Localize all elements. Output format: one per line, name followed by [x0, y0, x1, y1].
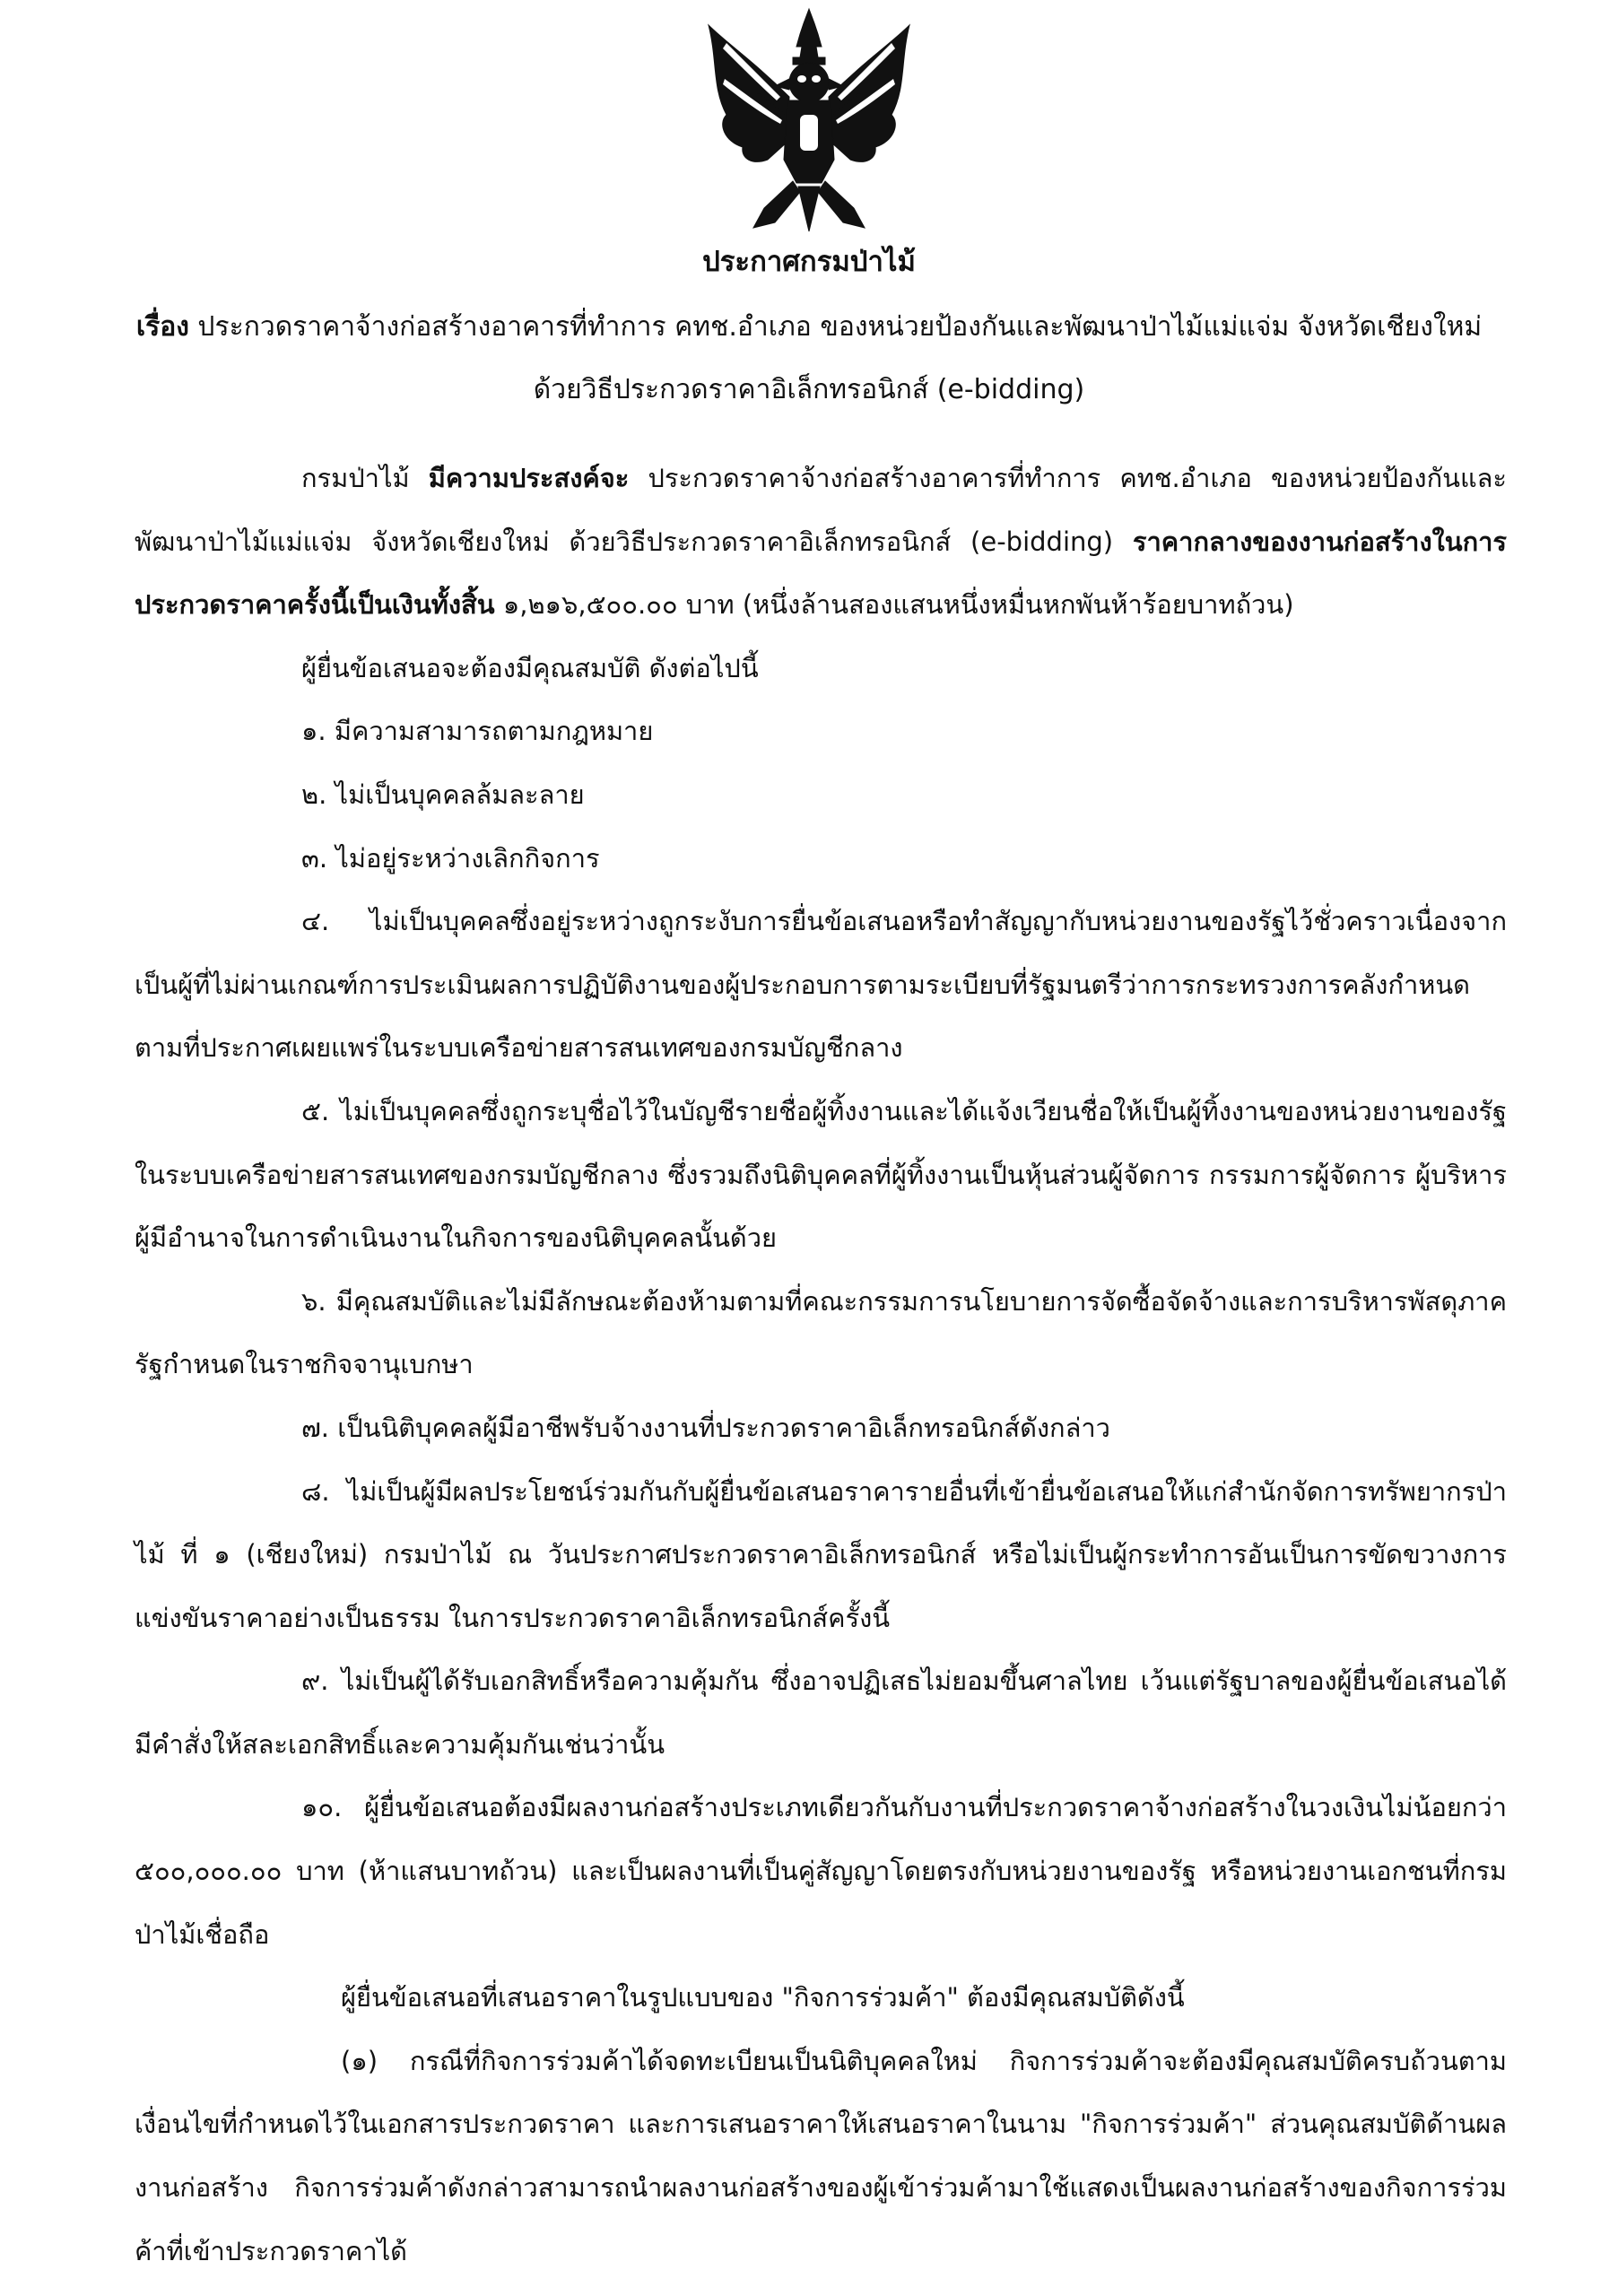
qualification-item: ๗. เป็นนิติบุคคลผู้มีอาชีพรับจ้างงานที่ประกวดราคาอิเล็กทรอนิกส์ดังกล่าว — [301, 1412, 1110, 1443]
announcement-title: ประกาศกรมป่าไม้ — [702, 246, 916, 278]
intro-agency: กรมป่าไม้ — [301, 463, 410, 493]
qualification-item: ๓. ไม่อยู่ระหว่างเลิกกิจการ — [301, 842, 600, 874]
document-body — [135, 447, 1507, 2283]
qualification-item: ๒. ไม่เป็นบุคคลล้มละลาย — [301, 778, 585, 810]
qualification-item: ๔. ไม่เป็นบุคคลซึ่งอยู่ระหว่างถูกระงับการยื่นข้อเสนอหรือทำสัญญากับหน่วยงานของรัฐไว้ชั่วคราวเนื่องจากเป็นผู้ที่ไม่ผ่านเกณฑ์การประเมินผลการปฏิบัติงานของผู้ประกอบการตามระเบียบที่รัฐมนตรีว่าการกระทรวงการคลังกำหนดตามที่ประกาศเผยแพร่ในระบบเครือข่ายสารสนเทศของกรมบัญชีกลาง — [135, 906, 1507, 1064]
subject-text: ประกวดราคาจ้างก่อสร้างอาคารที่ทำการ คทช.อำเภอ ของหน่วยป้องกันและพัฒนาป่าไม้แม่แจ่ม จังหวัดเชียงใหม่ ด้วยวิธีประกวดราคาอิเล็กทรอนิกส์ (e-bidding) — [197, 311, 1483, 405]
joint-venture-item: (๑) กรณีที่กิจการร่วมค้าได้จดทะเบียนเป็นนิติบุคคลใหม่ กิจการร่วมค้าจะต้องมีคุณสมบัติครบถ้วนตามเงื่อนไขที่กำหนดไว้ในเอกสารประกวดราคา และการเสนอราคาให้เสนอราคาในนาม "กิจการร่วมค้า" ส่วนคุณสมบัติด้านผลงานก่อสร้าง กิจการร่วมค้าดังกล่าวสามารถนำผลงานก่อสร้างของผู้เข้าร่วมค้ามาใช้แสดงเป็นผลงานก่อสร้างของกิจการร่วมค้าที่เข้าประกวดราคาได้ — [135, 2045, 1507, 2266]
qualification-item: ๑๐. ผู้ยื่นข้อเสนอต้องมีผลงานก่อสร้างประเภทเดียวกันกับงานที่ประกวดราคาจ้างก่อสร้างในวงเงินไม่น้อยกว่า ๕๐๐,๐๐๐.๐๐ บาท (ห้าแสนบาทถ้วน) และเป็นผลงานที่เป็นคู่สัญญาโดยตรงกับหน่วยงานของรัฐ หรือหน่วยงานเอกชนที่กรมป่าไม้เชื่อถือ — [135, 1792, 1507, 1950]
joint-venture-heading: ผู้ยื่นข้อเสนอที่เสนอราคาในรูปแบบของ "กิจการร่วมค้า" ต้องมีคุณสมบัติดังนี้ — [341, 1982, 1185, 2013]
intro-text: ประกวดราคาจ้างก่อสร้างอาคารที่ทำการ คทช.อำเภอ ของหน่วยป้องกันและพัฒนาป่าไม้แม่แจ่ม จังหวัดเชียงใหม่ ด้วยวิธีประกวดราคาอิเล็กทรอนิกส์ (e-bidding) — [135, 463, 1508, 557]
intro-intent-label: มีความประสงค์จะ — [428, 463, 630, 493]
intro-amount-words: (หนึ่งล้านสองแสนหนึ่งหมื่นหกพันห้าร้อยบาทถ้วน) — [742, 589, 1294, 621]
qualification-item: ๕. ไม่เป็นบุคคลซึ่งถูกระบุชื่อไว้ในบัญชีรายชื่อผู้ทิ้งงานและได้แจ้งเวียนชื่อให้เป็นผู้ทิ้งงานของหน่วยงานของรัฐในระบบเครือข่ายสารสนเทศของกรมบัญชีกลาง ซึ่งรวมถึงนิติบุคคลที่ผู้ทิ้งงานเป็นหุ้นส่วนผู้จัดการ กรรมการผู้จัดการ ผู้บริหาร ผู้มีอำนาจในการดำเนินงานในกิจการของนิติบุคคลนั้นด้วย — [135, 1095, 1507, 1254]
intro-amount: ๑,๒๑๖,๕๐๐.๐๐ บาท — [502, 589, 735, 621]
announcement-subject — [135, 296, 1483, 422]
qualifications-heading: ผู้ยื่นข้อเสนอจะต้องมีคุณสมบัติ ดังต่อไปนี้ — [301, 652, 759, 683]
garuda-emblem-icon — [700, 7, 918, 233]
qualification-item: ๙. ไม่เป็นผู้ได้รับเอกสิทธิ์หรือความคุ้มกัน ซึ่งอาจปฏิเสธไม่ยอมขึ้นศาลไทย เว้นแต่รัฐบาลของผู้ยื่นข้อเสนอได้มีคำสั่งให้สละเอกสิทธิ์และความคุ้มกันเช่นว่านั้น — [135, 1665, 1507, 1760]
qualification-item: ๖. มีคุณสมบัติและไม่มีลักษณะต้องห้ามตามที่คณะกรรมการนโยบายการจัดซื้อจัดจ้างและการบริหารพัสดุภาครัฐกำหนดในราชกิจจานุเบกษา — [135, 1285, 1507, 1380]
subject-label: เรื่อง — [135, 311, 189, 343]
intro-paragraph — [135, 447, 1507, 637]
qualification-item: ๑. มีความสามารถตามกฎหมาย — [301, 716, 654, 747]
intro-price-label: ราคากลางของงานก่อสร้างในการประกวดราคาครั้งนี้เป็นเงินทั้งสิ้น — [135, 526, 1508, 621]
qualification-item: ๘. ไม่เป็นผู้มีผลประโยชน์ร่วมกันกับผู้ยื่นข้อเสนอราคารายอื่นที่เข้ายื่นข้อเสนอให้แก่สำนักจัดการทรัพยากรป่าไม้ ที่ ๑ (เชียงใหม่) กรมป่าไม้ ณ วันประกาศประกวดราคาอิเล็กทรอนิกส์ หรือไม่เป็นผู้กระทำการอันเป็นการขัดขวางการแข่งขันราคาอย่างเป็นธรรม ในการประกวดราคาอิเล็กทรอนิกส์ครั้งนี้ — [135, 1475, 1507, 1633]
